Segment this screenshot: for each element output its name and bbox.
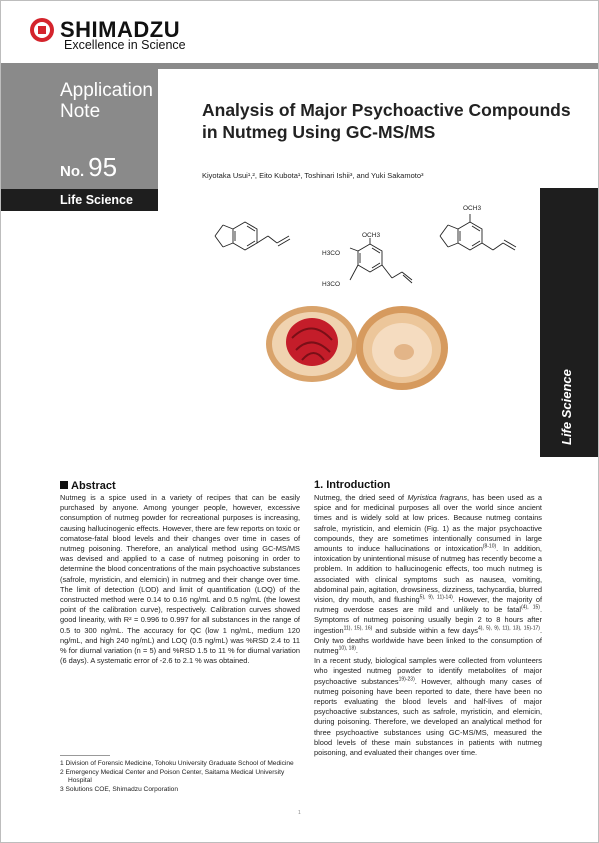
page-number: 1: [298, 810, 301, 816]
safrole-structure: [205, 212, 305, 262]
category-label: Life Science: [60, 193, 133, 207]
footnotes: [60, 760, 300, 794]
elemicin-och3-label: OCH3: [362, 232, 381, 239]
brand-tagline: Excellence in Science: [64, 38, 186, 52]
application-note-label: Application Note: [60, 80, 153, 122]
nutmeg-photo: [262, 298, 452, 398]
abstract-text: Nutmeg is a spice used in a variety of recipes that can be easily purchased by anyone. Among younger people, however, excessive consumption of nutmeg powder for recreational purposes is increasing, causing hallucinogenic effects. However, there are few reports on toxic or comatose-fatal blood levels and their changes over time in cases of nutmeg poisoning. Therefore, an analytical method using GC-MS/MS was devised and applied to a case of nutmeg poisoning in order to determine the blood concentrations of the main psychoactive substances (safrole, myristicin, and elemicin) in nutmeg and their change over time. The limit of detection (LOD) and limit of quantification (LOQ) of the constructed method were 0.14 to 0.16 ng/mL and 0.5 ng/mL (the lowest point of the calibration curve), respectively. Calibration curves showed good linearity, with R² = 0.996 to 0.997 for all substances in the range of 0.5 to 300 ng/mL. The accuracy for QC (low 1 ng/mL, medium 120 ng/mL, and high 240 ng/mL) and LOQ (0.5 ng/mL) was %RSD 2.4 to 11 % for diurnal variation (n = 5) and %RSD 1.5 to 11 % for diurnal variation (6 days). A systematic error of -2.6 to 2.1 % was obtained.: [60, 493, 300, 666]
footnote-3: 3 Solutions COE, Shimadzu Corporation: [60, 785, 179, 793]
author-list: Kiyotaka Usui¹,², Eito Kubota¹, Toshinari Ishii³, and Yuki Sakamoto³: [202, 171, 424, 180]
footnote-1: 1 Division of Forensic Medicine, Tohoku University Graduate School of Medicine: [60, 760, 294, 767]
section-square-icon: [60, 481, 68, 489]
introduction-heading: 1. Introduction: [314, 479, 391, 491]
brand-name: SHIMADZU: [60, 17, 181, 42]
footnote-2: 2 Emergency Medical Center and Poison Center, Saitama Medical University Hospital: [60, 768, 285, 784]
note-number-label: No.: [60, 163, 85, 180]
myristicin-structure: [425, 210, 535, 265]
note-number-value: 95: [88, 152, 118, 182]
elemicin-h3co-label-1: H3CO: [322, 250, 341, 257]
page-title: Analysis of Major Psychoactive Compounds in Nutmeg Using GC-MS/MS: [202, 100, 571, 142]
note-number: [60, 152, 117, 183]
abstract-heading: Abstract: [60, 480, 116, 492]
elemicin-h3co-label-2: H3CO: [322, 281, 341, 288]
introduction-paragraph-2: In a recent study, biological samples were collected from volunteers who ingested nutmeg powder to identify metabolites of major psychoactive substances$^{19)-23)}$. However, although many cases of nutmeg poisoning have been reported to date, there have been no reports evaluating the blood levels and half-lives of major psychoactive substances, such as safrole, myristicin, and elemicin, during poisoning. Therefore, we developed an analytical method for three psychoactive substances using GC-MS/MS, measured the blood levels of these main substances in patients with nutmeg poisoning, and evaluated their changes over time.: [314, 656, 542, 758]
introduction-text: [314, 493, 542, 758]
myristicin-och3-label: OCH3: [463, 205, 482, 212]
elemicin-structure: [340, 236, 420, 296]
footnote-divider: [60, 755, 110, 756]
side-category-label: Life Science: [559, 369, 574, 445]
introduction-paragraph-1: Nutmeg, the dried seed of Myristica fragrans, has been used as a spice and for medicinal purposes all over the world since ancient times and is widely sold at low prices. Because nutmeg contains safrole, myristicin, and elemicin (Fig. 1) as the major psychoactive compounds, they are sometimes intentionally consumed in large amounts to induce hallucinations or intoxication$^{(8-10)}$. In addition, intoxication by unintentional misuse of nutmeg has recently become a problem. In addition to hallucinogenic effects, too much nutmeg is associated with clinical symptoms such as nausea, vomiting, abdominal pain, agitation, drowsiness, dizziness, tachycardia, blurred vision, dry mouth, and flushing$^{5), 9), 11)-14)}$. However, the majority of nutmeg overdose cases are mild and unlikely to be fatal$^{(4), 15)}$. Symptoms of nutmeg poisoning usually begin 2 to 8 hours after ingestion$^{11), 15), 16)}$ and subside within a few days$^{4), 5), 9), 11), 13), 15)-17)}$. Only two deaths worldwide have been linked to the consumption of nutmeg$^{10), 18)}$.: [314, 493, 543, 656]
shimadzu-logo-icon: [30, 18, 54, 42]
